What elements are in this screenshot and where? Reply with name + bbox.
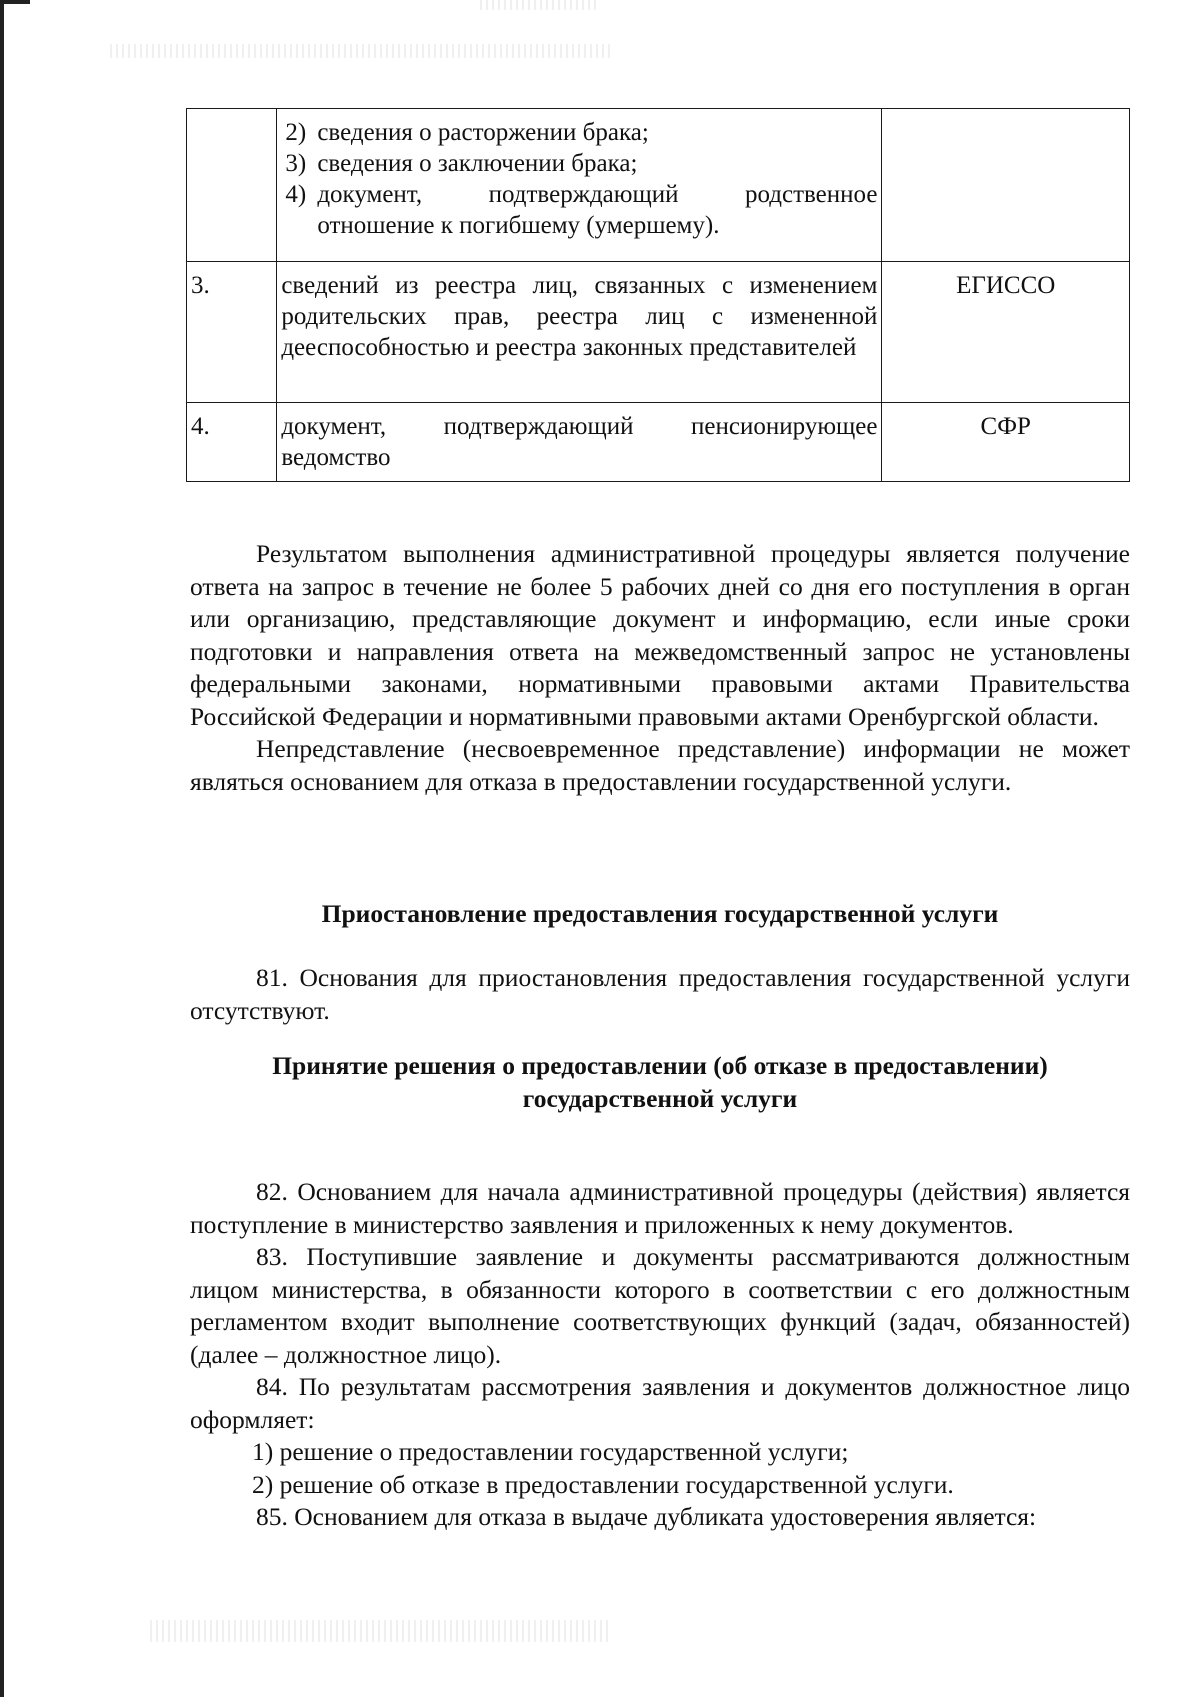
paragraph-84-item-1: 1) решение о предоставлении государственной услуги; — [252, 1437, 849, 1466]
list-item — [281, 148, 877, 179]
scan-edge-top — [0, 0, 30, 4]
row-source: ЕГИССО — [882, 262, 1130, 403]
table-row — [187, 403, 1130, 482]
table-row — [187, 109, 1130, 262]
paragraph-85: 85. Основанием для отказа в выдаче дубликата удостоверения является: — [256, 1502, 1037, 1531]
row-number: 4. — [187, 403, 277, 482]
paragraph-result: Результатом выполнения административной процедуры является получение ответа на запрос в течение не более 5 рабочих дней со дня его поступления в орган или организацию, представляющие документ и информацию, если иные сроки подготовки и направления ответа на межведомственный запрос не установлены федеральными законами, нормативными правовыми актами Правительства Российской Федерации и нормативными правовыми актами Оренбургской области. — [190, 539, 1130, 731]
suspension-body — [190, 962, 1130, 1027]
paragraph-83: 83. Поступившие заявление и документы рассматриваются должностным лицом министерства, в обязанности которого в соответствии с его должностным регламентом входит выполнение соответствующих функций (задач, обязанностей) (далее – должностное лицо). — [190, 1242, 1130, 1369]
list-item — [281, 117, 877, 148]
row-source: СФР — [882, 403, 1130, 482]
scan-noise — [110, 44, 610, 58]
list-item-text: сведения о расторжении брака; — [317, 119, 649, 146]
row-content: документ, подтверждающий пенсионирующее ведомство — [277, 403, 882, 482]
list-item-text: сведения о заключении брака; — [317, 150, 638, 177]
list-item-number: 3) — [285, 150, 307, 177]
documents-table — [186, 108, 1130, 482]
row-number — [187, 109, 277, 262]
table-row — [187, 262, 1130, 403]
paragraph-84-item-2: 2) решение об отказе в предоставлении государственной услуги. — [252, 1469, 954, 1499]
section-heading-line1: Принятие решения о предоставлении (об отказе в предоставлении) — [272, 1051, 1048, 1080]
paragraph-nonsubmission: Непредставление (несвоевременное представление) информации не может являться основанием для отказа в предоставлении государственной услуги. — [190, 734, 1130, 796]
row-source — [882, 109, 1130, 262]
decision-body — [190, 1176, 1130, 1534]
section-heading-line2: государственной услуги — [522, 1083, 798, 1113]
row-content — [277, 109, 882, 262]
suspension-section — [190, 898, 1130, 931]
list-item-number: 4) — [285, 181, 307, 208]
list-item-number: 2) — [285, 119, 307, 146]
scan-edge — [0, 0, 4, 1697]
paragraph-82: 82. Основанием для начала административной процедуры (действия) является поступление в министерство заявления и приложенных к нему документов. — [190, 1177, 1130, 1239]
section-heading: Приостановление предоставления государственной услуги — [321, 899, 999, 928]
paragraph-81: 81. Основания для приостановления предоставления государственной услуги отсутствуют. — [190, 963, 1130, 1025]
paragraph-84: 84. По результатам рассмотрения заявления и документов должностное лицо оформляет: — [190, 1372, 1130, 1434]
row-number: 3. — [187, 262, 277, 403]
scan-noise — [480, 0, 600, 10]
list-item-text: документ, подтверждающий родственное отношение к погибшему (умершему). — [317, 181, 878, 239]
scan-noise — [150, 1620, 610, 1642]
row-content: сведений из реестра лиц, связанных с изменением родительских прав, реестра лиц с измененной дееспособностью и реестра законных представителей — [277, 262, 882, 403]
decision-heading — [190, 1050, 1130, 1115]
list-item — [281, 179, 877, 241]
sub-list — [281, 117, 877, 241]
result-section — [190, 538, 1130, 798]
